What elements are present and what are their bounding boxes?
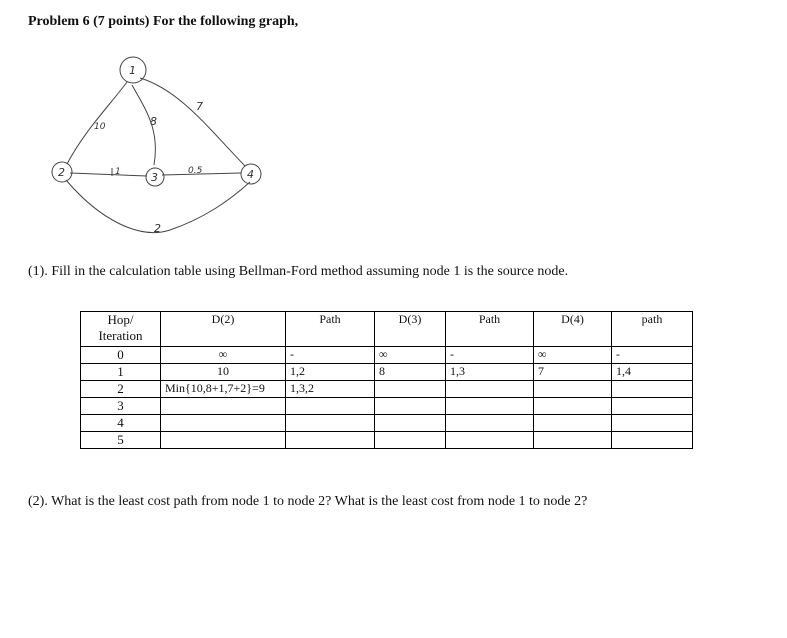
node-label-4: 4: [247, 168, 254, 181]
table-row: 5: [81, 432, 693, 449]
edge-label-3-4: 0.5: [188, 166, 203, 176]
header-path2: Path: [286, 312, 375, 347]
edge-label-1-3: 8: [150, 115, 157, 128]
header-d2: D(2): [161, 312, 286, 347]
question-1: (1). Fill in the calculation table using Bellman-Ford method assuming node 1 is the source node.: [28, 264, 569, 279]
table-row: 3: [81, 398, 693, 415]
header-path3: Path: [446, 312, 534, 347]
header-d3: D(3): [375, 312, 446, 347]
table-row: 0 ∞ - ∞ - ∞ -: [81, 347, 693, 364]
edge-label-2-4: 2: [154, 222, 161, 235]
network-graph: [40, 50, 280, 250]
node-label-1: 1: [129, 64, 136, 77]
table-header-row: [81, 312, 693, 347]
edge-label-1-4: 7: [196, 100, 203, 113]
problem-title: Problem 6 (7 points) For the following graph,: [28, 14, 299, 29]
edge-label-2-3: 1: [115, 167, 121, 177]
edge-2-3: [70, 173, 147, 176]
header-path4: path: [612, 312, 693, 347]
bellman-ford-table: [80, 311, 693, 449]
edge-label-1-2: 10: [94, 122, 106, 132]
node-label-3: 3: [151, 171, 158, 184]
question-2: (2). What is the least cost path from node 1 to node 2? What is the least cost from node 1 to node 2?: [28, 494, 588, 509]
header-hop: Hop/ Iteration: [81, 312, 161, 347]
node-label-2: 2: [58, 166, 65, 179]
header-d4: D(4): [534, 312, 612, 347]
table-row: 1 10 1,2 8 1,3 7 1,4: [81, 364, 693, 381]
table-row: 4: [81, 415, 693, 432]
table-row: 2 Min{10,8+1,7+2}=9 1,3,2: [81, 381, 693, 398]
